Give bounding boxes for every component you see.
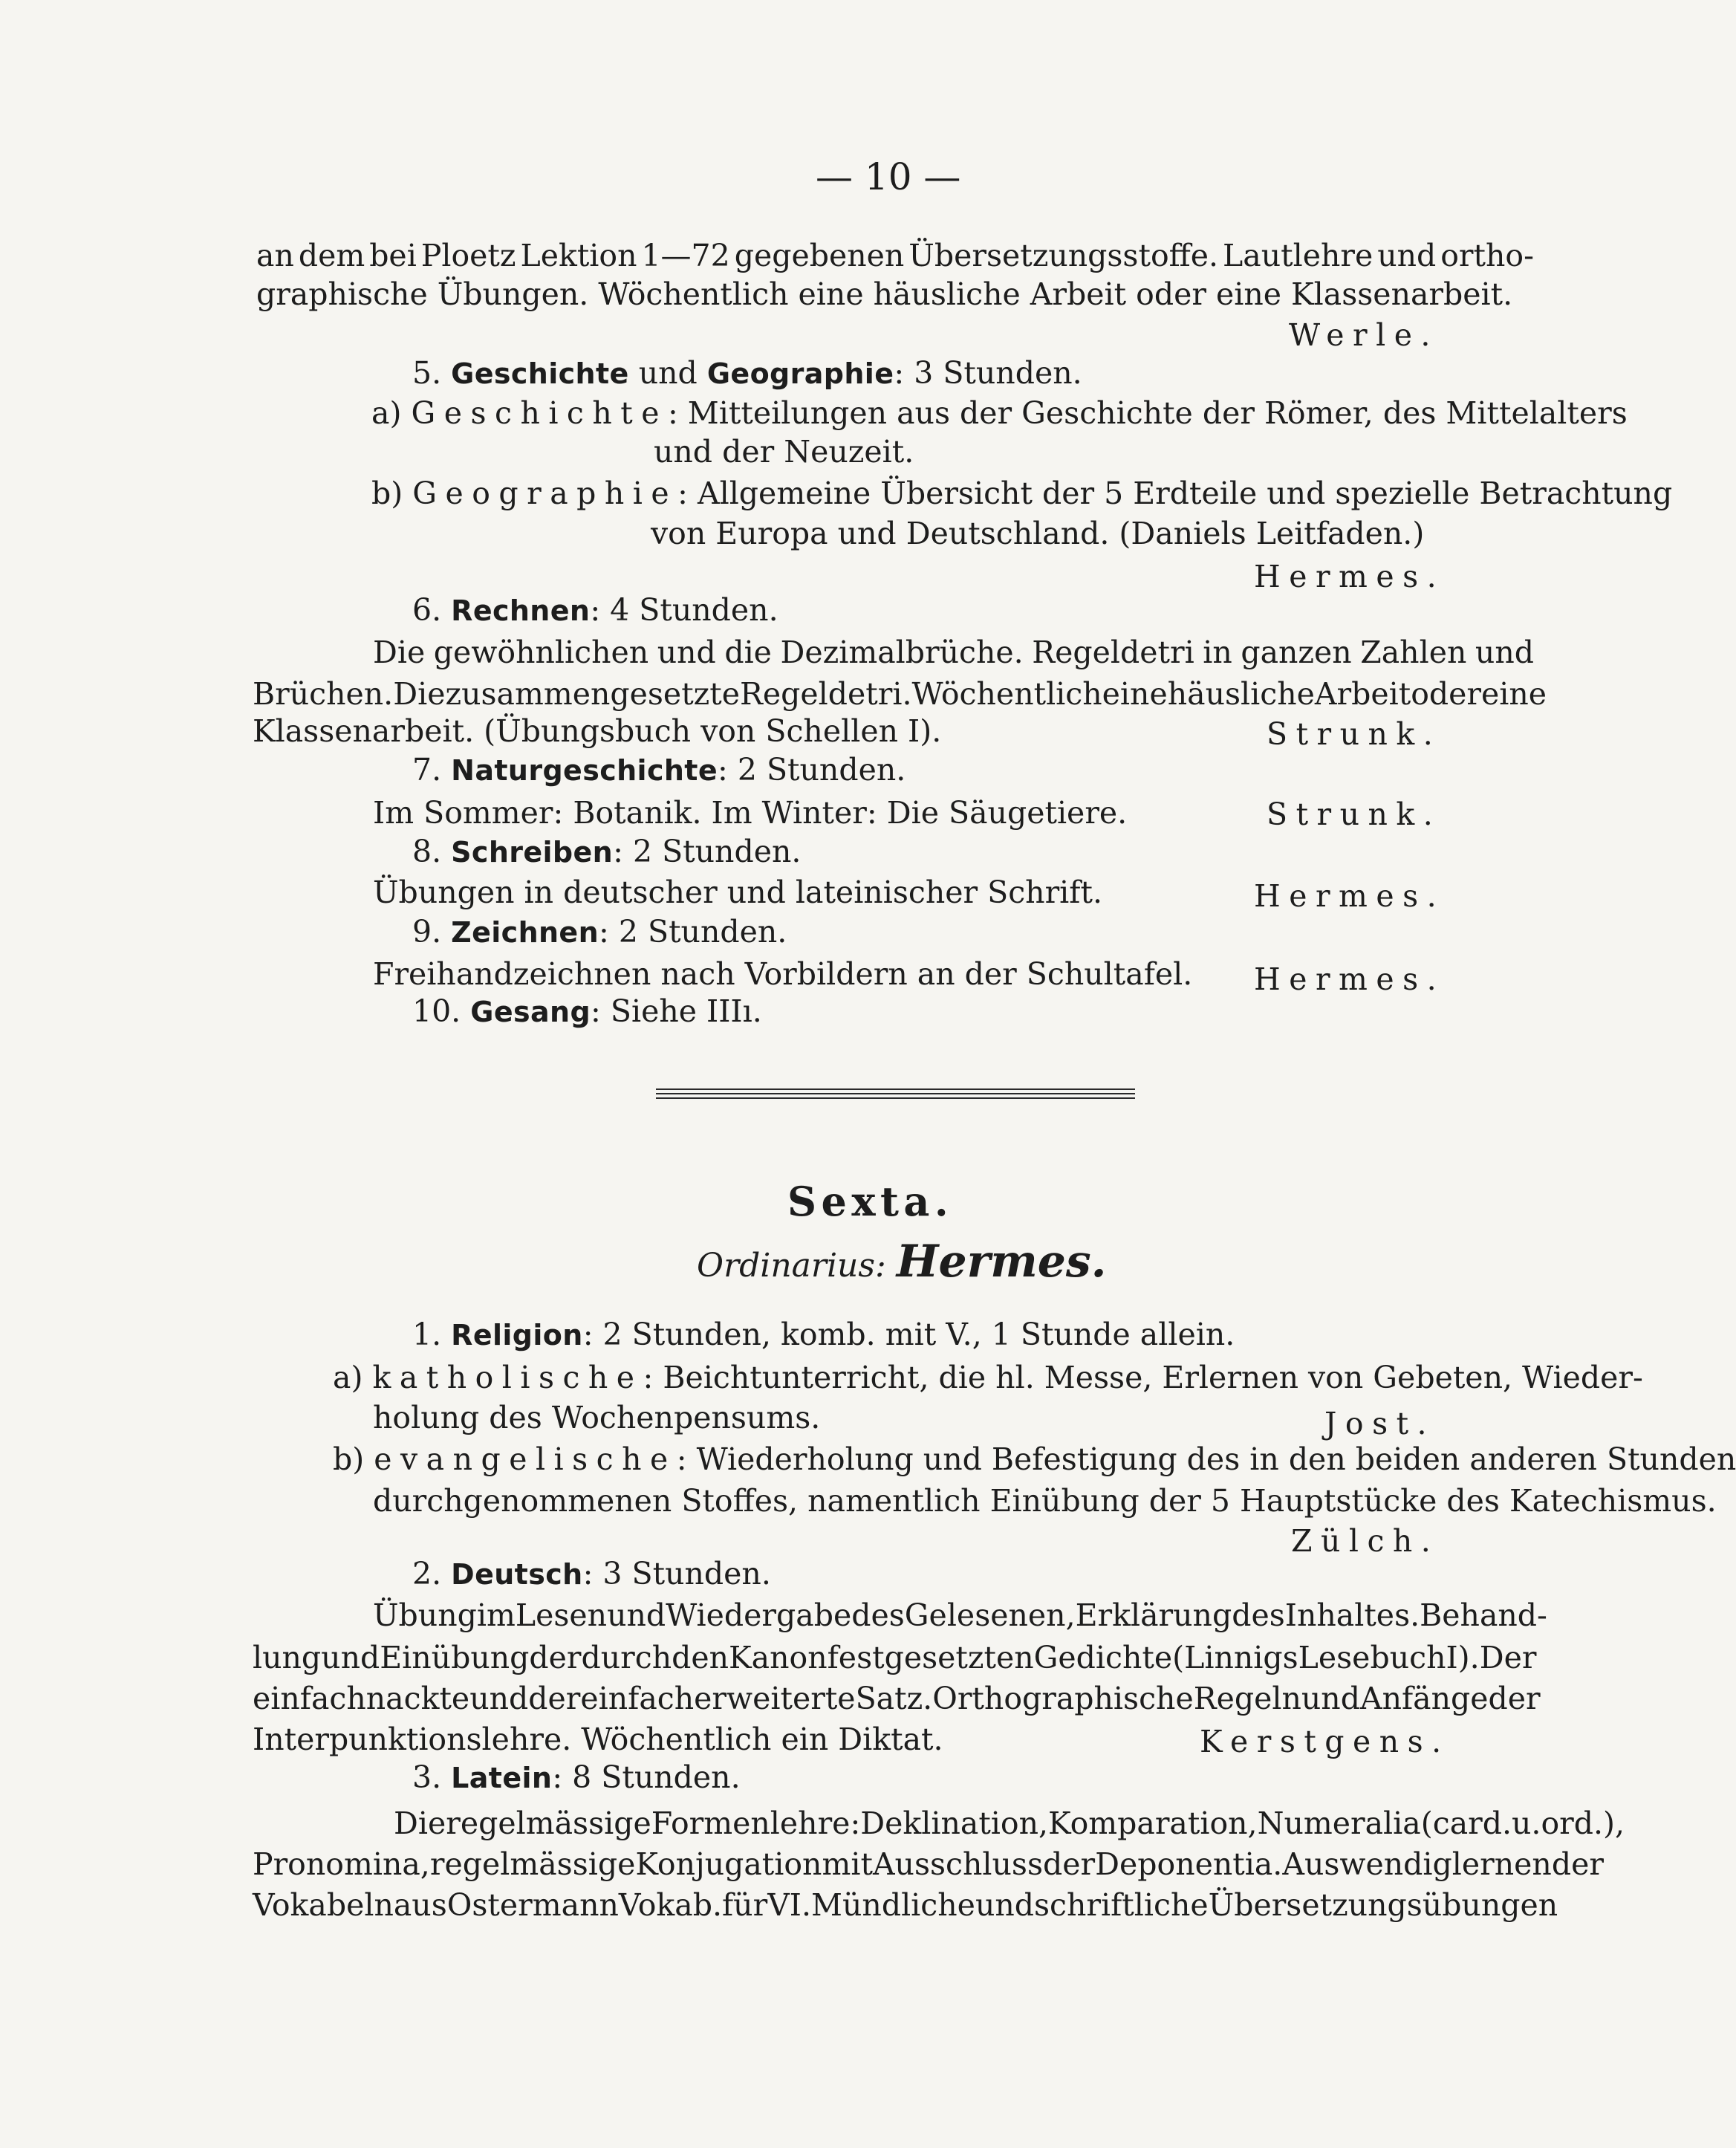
separator-rule — [656, 1088, 1135, 1090]
spaced-term: Geographie — [412, 476, 678, 511]
spaced-term: Geschichte — [411, 395, 668, 431]
subject-name: Religion — [451, 1319, 583, 1352]
item-number: 9. — [412, 914, 442, 950]
subject-name: Geographie — [706, 357, 894, 390]
teacher-name: Hermes. — [1254, 961, 1446, 997]
subject-name: Deutsch — [451, 1558, 583, 1591]
ordinarius-label: Ordinarius: — [697, 1247, 886, 1285]
paragraph-line: Freihandzeichnen nach Vorbildern an der Schultafel. — [373, 956, 1193, 992]
teacher-name: Jost. — [1324, 1406, 1436, 1441]
subject-heading — [412, 750, 906, 790]
subject-heading — [412, 1554, 771, 1594]
sub-text: : Beichtunterricht, die hl. Messe, Erlernen von Gebeten, Wieder- — [643, 1360, 1643, 1395]
paragraph-line: Pronomina, regelmässige Konjugation mit Ausschluss der Deponentia. Auswendiglernen der — [253, 1846, 1604, 1882]
paragraph-line: Übung im Lesen und Wiedergabe des Gelesenen, Erklärung des Inhaltes. Behand- — [373, 1597, 1547, 1633]
page-number: — 10 — — [816, 155, 961, 198]
subject-heading — [412, 992, 762, 1031]
hours: : 2 Stunden, komb. mit V., 1 Stunde allein. — [582, 1317, 1235, 1352]
sub-label: a) — [371, 395, 402, 431]
item-number: 3. — [412, 1759, 442, 1795]
sub-item — [371, 394, 1628, 432]
sub-label: a) — [333, 1360, 363, 1395]
subject-name: Rechnen — [451, 594, 591, 627]
spaced-term: evangelische — [374, 1441, 677, 1477]
sub-label: b) — [333, 1441, 365, 1477]
paragraph-line: lung und Einübung der durch den Kanon festgesetzten Gedichte (Linnigs Lesebuch I). Der — [253, 1640, 1537, 1675]
hours: : 4 Stunden. — [590, 592, 778, 628]
sub-item — [371, 474, 1672, 513]
sub-item — [333, 1358, 1643, 1397]
hours: : 2 Stunden. — [718, 752, 906, 788]
teacher-name: Hermes. — [1254, 878, 1446, 914]
hours: : 8 Stunden. — [552, 1759, 741, 1795]
item-number: 1. — [412, 1317, 442, 1352]
separator-rule — [656, 1097, 1135, 1099]
ordinarius-line — [697, 1236, 1107, 1288]
subject-heading — [412, 1758, 741, 1797]
paragraph-line: Brüchen. Die zusammengesetzte Regeldetri. Wöchentlich eine häusliche Arbeit oder eine — [253, 676, 1547, 712]
subject-name: Zeichnen — [451, 916, 599, 949]
paragraph-line: graphische Übungen. Wöchentlich eine häusliche Arbeit oder eine Klassenarbeit. — [256, 276, 1513, 312]
item-number: 8. — [412, 834, 442, 869]
teacher-name: Zülch. — [1291, 1523, 1440, 1559]
sub-text: : Allgemeine Übersicht der 5 Erdteile und spezielle Betrachtung — [677, 476, 1673, 511]
item-number: 10. — [412, 993, 461, 1029]
paragraph-line: Die regelmässige Formenlehre: Deklination, Komparation, Numeralia (card. u. ord.), — [394, 1805, 1625, 1841]
teacher-name: Hermes. — [1254, 559, 1446, 594]
sub-item-cont: holung des Wochenpensums. — [373, 1400, 821, 1435]
sub-item-cont: von Europa und Deutschland. (Daniels Leitfaden.) — [651, 516, 1425, 551]
separator-rule — [656, 1093, 1135, 1094]
sub-item-cont: und der Neuzeit. — [654, 434, 914, 470]
joiner: und — [638, 355, 698, 391]
item-number: 5. — [412, 355, 442, 391]
teacher-name: Strunk. — [1267, 716, 1442, 752]
subject-name: Schreiben — [451, 836, 614, 869]
hours: : 3 Stunden. — [582, 1556, 771, 1591]
paragraph-line: Interpunktionslehre. Wöchentlich ein Diktat. — [253, 1722, 943, 1757]
sub-item — [333, 1440, 1736, 1479]
subject-name: Gesang — [470, 996, 591, 1028]
subject-heading — [412, 591, 778, 630]
sub-label: b) — [371, 476, 403, 511]
subject-heading — [412, 354, 1082, 393]
paragraph-line: Vokabeln aus Ostermann Vokab. für VI. Mündliche und schriftliche Übersetzungsübungen — [253, 1887, 1558, 1923]
hours: : 2 Stunden. — [613, 834, 802, 869]
section-title: Sexta. — [787, 1178, 954, 1225]
sub-text: : Mitteilungen aus der Geschichte der Römer, des Mittelalters — [667, 395, 1628, 431]
paragraph-line: Die gewöhnlichen und die Dezimalbrüche. Regeldetri in ganzen Zahlen und — [373, 635, 1534, 670]
hours: : 3 Stunden. — [894, 355, 1082, 391]
subject-name: Naturgeschichte — [451, 754, 718, 787]
ordinarius-name: Hermes. — [896, 1236, 1107, 1288]
paragraph-line: Übungen in deutscher und lateinischer Schrift. — [373, 875, 1102, 910]
hours: : 2 Stunden. — [599, 914, 787, 950]
paragraph-line: Im Sommer: Botanik. Im Winter: Die Säugetiere. — [373, 795, 1128, 831]
sub-text: : Wiederholung und Befestigung des in den beiden anderen Stunden — [676, 1441, 1736, 1477]
subject-heading — [412, 912, 787, 952]
subject-name: Latein — [451, 1762, 553, 1794]
subject-heading — [412, 1315, 1235, 1354]
item-number: 2. — [412, 1556, 442, 1591]
subject-name: Geschichte — [451, 357, 629, 390]
paragraph-line: an dem bei Ploetz Lektion 1—72 gegebenen Übersetzungsstoffe. Lautlehre und ortho- — [256, 238, 1534, 273]
teacher-name: Kerstgens. — [1200, 1724, 1450, 1759]
paragraph-line: einfach nackte und der einfach erweiterte Satz. Orthographische Regeln und Anfänge der — [253, 1681, 1541, 1716]
item-number: 7. — [412, 752, 442, 788]
spaced-term: katholische — [372, 1360, 643, 1395]
teacher-name: Strunk. — [1267, 796, 1442, 832]
subject-heading — [412, 832, 801, 872]
teacher-name: Werle. — [1289, 317, 1439, 353]
item-number: 6. — [412, 592, 442, 628]
paragraph-line: Klassenarbeit. (Übungsbuch von Schellen I). — [253, 713, 942, 749]
sub-item-cont: durchgenommenen Stoffes, namentlich Einübung der 5 Hauptstücke des Katechismus. — [373, 1483, 1717, 1519]
hours: : Siehe IIIı. — [591, 993, 762, 1029]
